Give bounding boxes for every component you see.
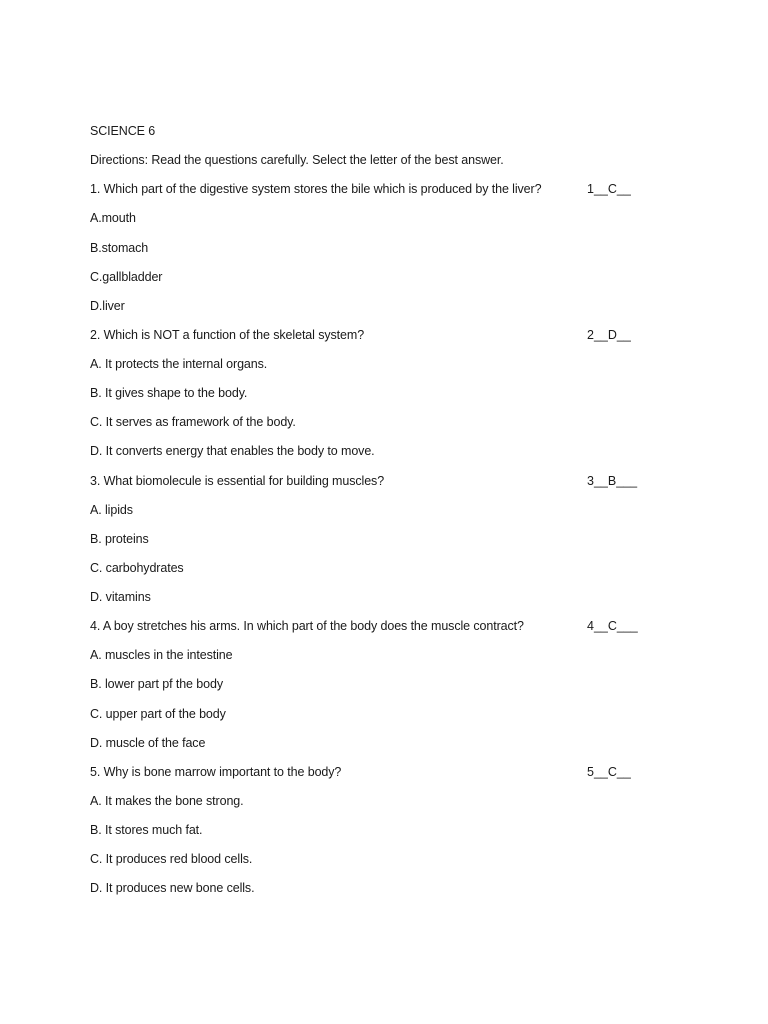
question-3-option-c: C. carbohydrates	[90, 561, 184, 575]
question-3-option-b: B. proteins	[90, 532, 149, 546]
question-1-option-a: A.mouth	[90, 211, 136, 225]
question-3-text: 3. What biomolecule is essential for building muscles?	[90, 474, 385, 488]
question-4-option-d: D. muscle of the face	[90, 736, 206, 750]
question-3-answer: 3__B___	[587, 474, 638, 488]
question-3-option-a: A. lipids	[90, 503, 133, 517]
question-4-option-a: A. muscles in the intestine	[90, 648, 233, 662]
question-5-option-a: A. It makes the bone strong.	[90, 794, 244, 808]
question-4-option-c: C. upper part of the body	[90, 707, 226, 721]
document-title: SCIENCE 6	[90, 124, 156, 138]
question-1-option-b: B.stomach	[90, 241, 149, 255]
question-5-option-c: C. It produces red blood cells.	[90, 852, 253, 866]
question-1-answer: 1__C__	[587, 182, 631, 196]
question-1-option-c: C.gallbladder	[90, 270, 163, 284]
question-1-text: 1. Which part of the digestive system stores the bile which is produced by the liver?	[90, 182, 542, 196]
question-4-answer: 4__C___	[587, 619, 638, 633]
question-5-text: 5. Why is bone marrow important to the body?	[90, 765, 342, 779]
directions-text: Directions: Read the questions carefully. Select the letter of the best answer.	[90, 153, 504, 167]
question-2-option-c: C. It serves as framework of the body.	[90, 415, 296, 429]
question-2-option-d: D. It converts energy that enables the body to move.	[90, 444, 375, 458]
question-5-option-b: B. It stores much fat.	[90, 823, 203, 837]
question-4-option-b: B. lower part pf the body	[90, 677, 223, 691]
question-4-text: 4. A boy stretches his arms. In which part of the body does the muscle contract?	[90, 619, 524, 633]
question-2-option-a: A. It protects the internal organs.	[90, 357, 268, 371]
question-5-answer: 5__C__	[587, 765, 631, 779]
question-2-answer: 2__D__	[587, 328, 631, 342]
question-2-text: 2. Which is NOT a function of the skeletal system?	[90, 328, 365, 342]
question-5-option-d: D. It produces new bone cells.	[90, 881, 255, 895]
question-3-option-d: D. vitamins	[90, 590, 151, 604]
question-2-option-b: B. It gives shape to the body.	[90, 386, 248, 400]
question-1-option-d: D.liver	[90, 299, 125, 313]
